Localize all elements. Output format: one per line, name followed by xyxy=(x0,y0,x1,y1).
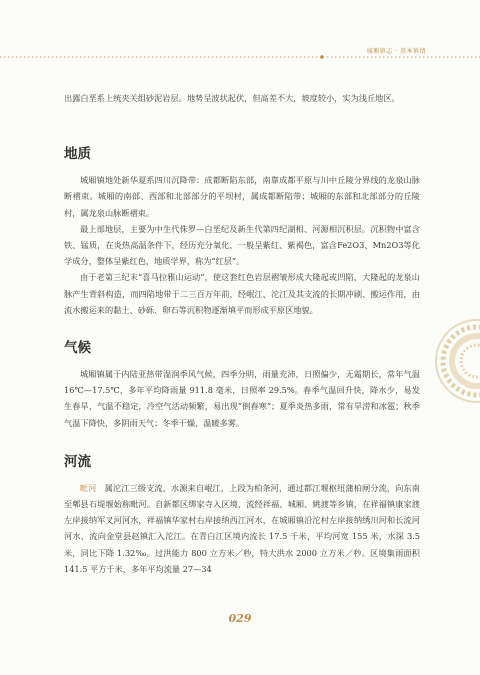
geology-paragraph: 由于老第三纪末“喜马拉雅山运动”，使这套红色岩层褶皱形成大隆起或凹陷，大隆起的龙泉山脉产生背斜构造，而四陷地带于二三百万年前，经岷江、沱江及其支流的长期冲刷、搬运作用，由流水搬运来的黏土、砂砾、卵石等沉积物逐渐填平而形成平原区地貌。 xyxy=(64,272,420,315)
geology-paragraph: 城厢镇地处新华夏系四川沉降带：成都断陷东部，南靠成都平原与川中丘陵分界线的龙泉山脉断褶束。城厢的南部、西部和北部部分的平坝村，属成都断陷带；城厢的东部和北部部分的丘陵村，属龙泉山脉断褶束。 xyxy=(64,175,420,218)
intro-paragraph: 出露白垩系上统夹关组砂泥岩层。地势呈波状起伏，但高差不大，坡度较小，实为浅丘地区。 xyxy=(64,93,400,103)
decorative-circle-ornament xyxy=(434,318,480,404)
section-title-climate: 气候 xyxy=(64,340,91,357)
geology-paragraph: 最上部地层，主要为中生代侏罗—白垩纪及新生代第四纪湖相、河源相沉积层。沉积物中富含铁、锰质，在炎热高温条件下，经历充分氧化，一般呈紫红、紫褐色，富含Fe2O3、Mn2O3等化学成分，整体呈紫红色，地质学界，称为“红层”。 xyxy=(64,223,420,267)
running-header: 城厢镇志 · 基本镇情 xyxy=(366,48,426,55)
section-title-geology: 地质 xyxy=(64,146,91,163)
river-name: 毗河 xyxy=(80,482,97,493)
river-description: 属沱江三级支流，水源来自岷江，上段为柏条河，通过都江堰枢纽蒲柏闸分流，向东南至郫县石堤堰始称毗河。自新都区绑家寺入区境，流经祥福、城厢、姚渡等乡镇，在祥福镇康家渡左岸接纳军叉河河水，祥福镇华家村右岸接纳西江河水，在城厢镇沿沱村左岸接纳绣川河和长流河河水，流向金堂县赵镇汇入沱江。在青白江区境内流长 17.5 千米，平均河宽 155 米，水深 3.5 米，同比下降 1.32‰。过洪能力 800 立方米／秒，特大洪水 2000 立方米／秒。区境集雨面积 141.5 平方千米，多年平均流量 27—34 xyxy=(64,482,420,574)
climate-paragraph: 城厢镇属于内陆亚热带湿润季风气候，四季分明，雨量充沛，日照偏少，无霜期长，常年气温 16℃—17.5℃，多年平均降雨量 911.8 毫米，日照率 29.5%。春季气温回升快，降水少，易发生春旱，气温不稳定，冷空气活动频繁，易出现“倒春寒”；夏季炎热多雨，常有旱涝和冰雹；秋季气温下降快，多阴雨天气；冬季干燥，温暖多雾。 xyxy=(64,369,420,428)
section-title-rivers: 河流 xyxy=(64,453,91,470)
river-paragraph xyxy=(64,480,420,577)
page-content xyxy=(64,90,420,577)
header-dotted-rule xyxy=(0,55,480,59)
page-number: 029 xyxy=(228,612,252,625)
